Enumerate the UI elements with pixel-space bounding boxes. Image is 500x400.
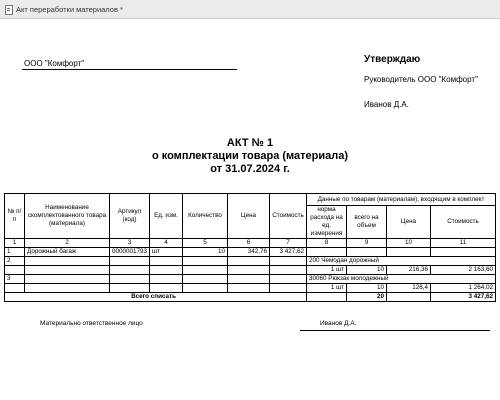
empty-cell [110, 275, 150, 284]
component-price: 216,36 [387, 266, 431, 275]
component-name-row [5, 275, 496, 284]
header-comp-cost: Стоимость [431, 206, 496, 239]
doc-title-line2: о комплектации товара (материала) [151, 150, 349, 162]
header-qty: Количество [183, 194, 228, 239]
empty-cell [25, 257, 110, 266]
header-norm: норма расхода на ед. измерения [307, 206, 347, 239]
totals-row [5, 293, 496, 302]
col-number: 10 [387, 239, 431, 248]
empty-cell [270, 266, 307, 275]
empty-cell [150, 284, 183, 293]
header-article: Артикул (код) [110, 194, 150, 239]
product-row [5, 248, 496, 257]
approve-name: Иванов Д.А. [364, 100, 409, 109]
empty-cell [150, 275, 183, 284]
empty-cell [270, 284, 307, 293]
empty-cell [183, 266, 228, 275]
approve-head: Руководитель ООО "Комфорт" [364, 75, 478, 84]
component-name: 200 Чемодан дорожный [307, 257, 496, 266]
signature-line [300, 330, 490, 331]
col-number: 11 [431, 239, 496, 248]
empty-cell [347, 248, 387, 257]
col-number: 4 [150, 239, 183, 248]
header-unit: Ед. изм. [150, 194, 183, 239]
header-comp-price: Цена [387, 206, 431, 239]
empty-cell [228, 284, 270, 293]
component-norm: 1 шт [307, 284, 347, 293]
header-total-qty: всего на объем [347, 206, 387, 239]
col-number: 6 [228, 239, 270, 248]
footer-name: Иванов Д.А. [320, 320, 357, 327]
header-price: Цена [228, 194, 270, 239]
materials-table [4, 193, 496, 302]
empty-cell [110, 257, 150, 266]
product-article: 0000001793 [110, 248, 150, 257]
empty-cell [270, 275, 307, 284]
component-price: 126,4 [387, 284, 431, 293]
empty-cell [183, 275, 228, 284]
header-cost: Стоимость [270, 194, 307, 239]
approve-title: Утверждаю [364, 54, 421, 65]
document-icon [4, 5, 13, 14]
component-cost: 2 163,60 [431, 266, 496, 275]
empty-cell [387, 248, 431, 257]
empty-cell [307, 293, 347, 302]
empty-cell [110, 266, 150, 275]
empty-cell [228, 275, 270, 284]
empty-cell [307, 248, 347, 257]
product-num: 1 [5, 248, 25, 257]
component-norm: 1 шт [307, 266, 347, 275]
column-numbers-row [5, 239, 496, 248]
col-number: 8 [307, 239, 347, 248]
header-num: № п/п [5, 194, 25, 239]
empty-cell [387, 293, 431, 302]
component-values-row [5, 266, 496, 275]
empty-cell [431, 248, 496, 257]
header-components-group: Данные по товарам (материалам), входящим в комплект [307, 194, 496, 206]
empty-cell [183, 284, 228, 293]
header-name: Наименование скомплектованного товара (материала) [25, 194, 110, 239]
empty-cell [150, 266, 183, 275]
col-number: 3 [110, 239, 150, 248]
totals-cost: 3 427,62 [431, 293, 496, 302]
product-name: Дорожный багаж [25, 248, 110, 257]
product-unit: шт [150, 248, 183, 257]
footer-label: Материально ответственное лицо [40, 320, 143, 327]
col-number: 2 [25, 239, 110, 248]
col-number: 1 [5, 239, 25, 248]
doc-title-line1: АКТ № 1 [226, 137, 274, 149]
col-number: 9 [347, 239, 387, 248]
empty-cell [5, 266, 25, 275]
empty-cell [25, 284, 110, 293]
component-name: 30060 Рюкзак молодежный [307, 275, 496, 284]
empty-cell [270, 257, 307, 266]
empty-cell [25, 266, 110, 275]
component-num: 2 [5, 257, 25, 266]
component-total: 10 [347, 266, 387, 275]
component-name-row [5, 257, 496, 266]
organization-name: ООО "Комфорт" [24, 59, 85, 68]
col-number: 5 [183, 239, 228, 248]
organization-underline [22, 69, 237, 70]
product-price: 342,76 [228, 248, 270, 257]
component-cost: 1 264,02 [431, 284, 496, 293]
col-number: 7 [270, 239, 307, 248]
totals-label: Всего списать [5, 293, 307, 302]
empty-cell [228, 257, 270, 266]
empty-cell [183, 257, 228, 266]
product-cost: 3 427,62 [270, 248, 307, 257]
empty-cell [150, 257, 183, 266]
empty-cell [5, 284, 25, 293]
empty-cell [228, 266, 270, 275]
empty-cell [110, 284, 150, 293]
empty-cell [25, 275, 110, 284]
doc-title-line3: от 31.07.2024 г. [210, 163, 290, 175]
product-qty: 10 [183, 248, 228, 257]
component-num: 3 [5, 275, 25, 284]
component-values-row [5, 284, 496, 293]
window-titlebar [0, 0, 500, 19]
component-total: 10 [347, 284, 387, 293]
window-title: Акт переработки материалов * [16, 4, 123, 14]
totals-qty: 20 [347, 293, 387, 302]
